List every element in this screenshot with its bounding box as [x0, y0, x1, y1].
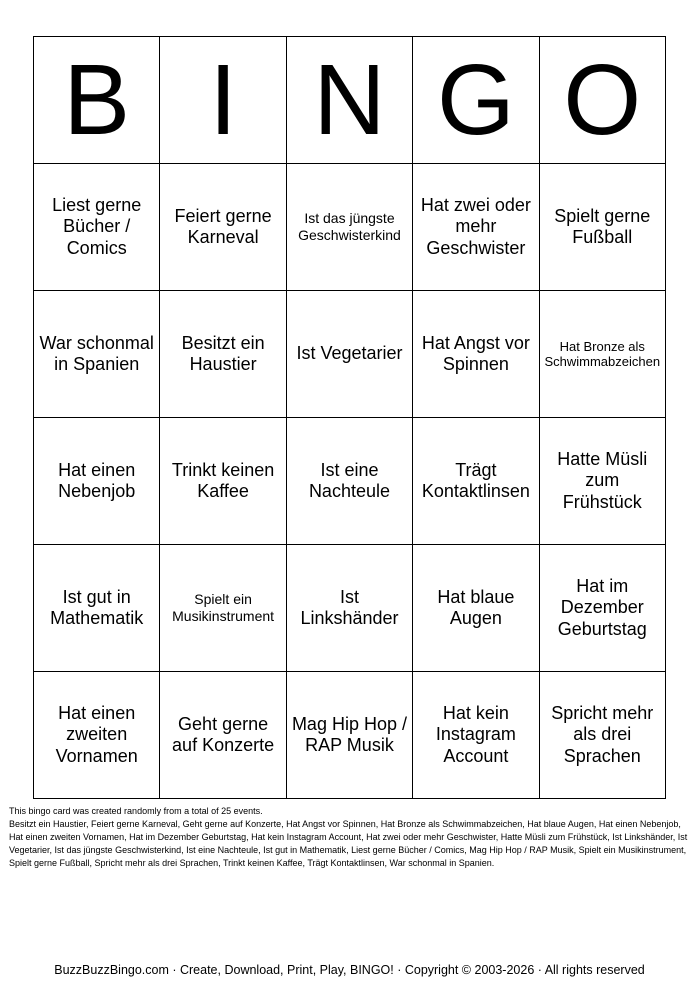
bingo-cell: Spielt gerne Fußball	[539, 164, 665, 291]
bingo-row	[34, 545, 666, 672]
bingo-row	[34, 672, 666, 799]
bingo-cell: Trinkt keinen Kaffee	[160, 418, 286, 545]
bingo-header-row	[34, 37, 666, 164]
bingo-row	[34, 418, 666, 545]
bingo-cell: Hat Bronze als Schwimmabzeichen	[539, 291, 665, 418]
bingo-row	[34, 164, 666, 291]
bingo-cell: Besitzt ein Haustier	[160, 291, 286, 418]
bingo-cell: Hat im Dezember Geburtstag	[539, 545, 665, 672]
bingo-cell: Mag Hip Hop / RAP Musik	[286, 672, 412, 799]
bingo-cell: War schonmal in Spanien	[34, 291, 160, 418]
header-letter-b: B	[34, 37, 160, 164]
bingo-cell: Hat Angst vor Spinnen	[413, 291, 539, 418]
bingo-cell: Hat einen zweiten Vornamen	[34, 672, 160, 799]
event-footnote	[9, 805, 691, 870]
bingo-cell: Hat einen Nebenjob	[34, 418, 160, 545]
bingo-cell: Ist das jüngste Geschwisterkind	[286, 164, 412, 291]
bingo-cell: Spielt ein Musikinstrument	[160, 545, 286, 672]
header-letter-i: I	[160, 37, 286, 164]
bingo-cell: Hat blaue Augen	[413, 545, 539, 672]
bingo-cell: Hatte Müsli zum Frühstück	[539, 418, 665, 545]
bingo-cell: Liest gerne Bücher / Comics	[34, 164, 160, 291]
header-letter-g: G	[413, 37, 539, 164]
site-footer: BuzzBuzzBingo.com · Create, Download, Print, Play, BINGO! · Copyright © 2003-2026 · All rights reserved	[54, 963, 645, 977]
bingo-cell: Feiert gerne Karneval	[160, 164, 286, 291]
header-letter-n: N	[286, 37, 412, 164]
bingo-cell: Ist gut in Mathematik	[34, 545, 160, 672]
footnote-intro: This bingo card was created randomly from a total of 25 events.	[9, 806, 263, 816]
bingo-cell: Ist eine Nachteule	[286, 418, 412, 545]
bingo-cell: Hat zwei oder mehr Geschwister	[413, 164, 539, 291]
bingo-cell: Hat kein Instagram Account	[413, 672, 539, 799]
bingo-cell: Ist Vegetarier	[286, 291, 412, 418]
bingo-cell: Geht gerne auf Konzerte	[160, 672, 286, 799]
bingo-row	[34, 291, 666, 418]
header-letter-o: O	[539, 37, 665, 164]
bingo-card	[33, 36, 666, 799]
bingo-cell: Spricht mehr als drei Sprachen	[539, 672, 665, 799]
bingo-cell: Ist Linkshänder	[286, 545, 412, 672]
footnote-event-list: Besitzt ein Haustier, Feiert gerne Karneval, Geht gerne auf Konzerte, Hat Angst vor Spinnen, Hat Bronze als Schwimmabzeichen, Hat blaue Augen, Hat einen Nebenjob, Hat einen zweiten Vornamen, Hat im Dezember Geburtstag, Hat kein Instagram Account, Hat zwei oder mehr Geschwister, Hatte Müsli zum Frühstück, Ist Linkshänder, Ist Vegetarier, Ist das jüngste Geschwisterkind, Ist eine Nachteule, Ist gut in Mathematik, Liest gerne Bücher / Comics, Mag Hip Hop / RAP Musik, Spielt ein Musikinstrument, Spielt gerne Fußball, Spricht mehr als drei Sprachen, Trinkt keinen Kaffee, Trägt Kontaktlinsen, War schonmal in Spanien.	[9, 819, 688, 868]
bingo-cell: Trägt Kontaktlinsen	[413, 418, 539, 545]
